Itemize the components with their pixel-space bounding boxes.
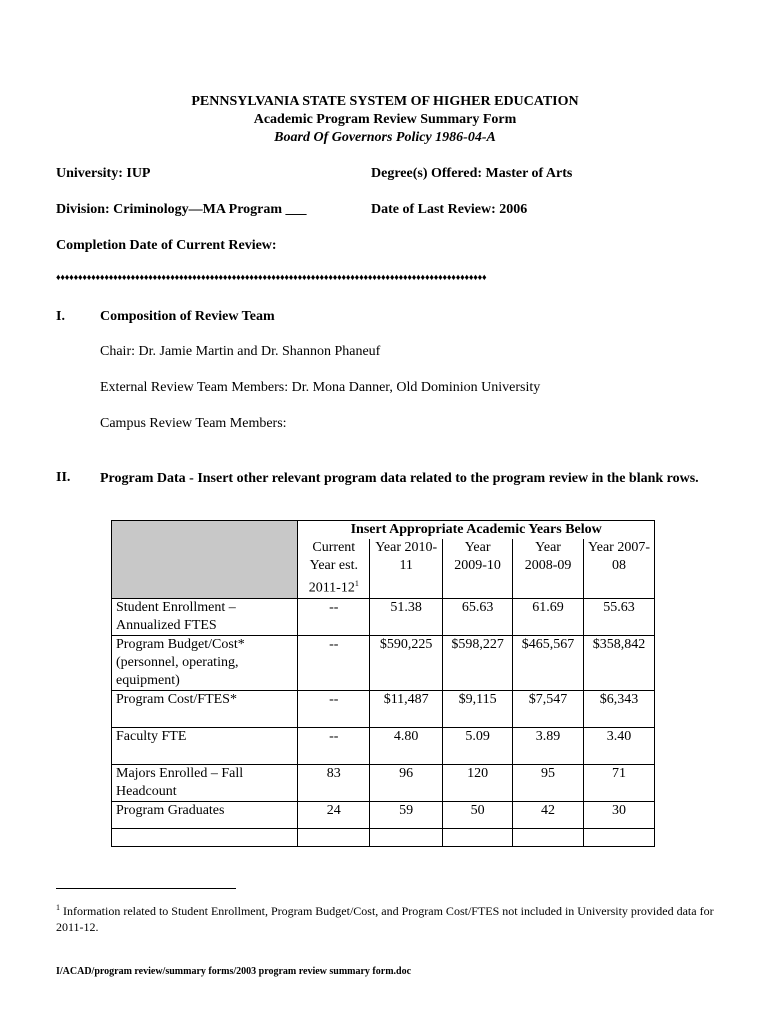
table-row bbox=[112, 764, 655, 801]
table-row bbox=[112, 598, 655, 635]
table-cell: -- bbox=[298, 598, 370, 635]
table-cell: $11,487 bbox=[370, 690, 443, 727]
table-cell: 71 bbox=[584, 764, 655, 801]
row-label: Program Graduates bbox=[112, 801, 298, 828]
section-2-number: II. bbox=[56, 470, 71, 485]
table-cell: 4.80 bbox=[370, 727, 443, 764]
table-cell: -- bbox=[298, 727, 370, 764]
division-field: Division: Criminology—MA Program ___ bbox=[56, 202, 307, 217]
table-cell: 95 bbox=[513, 764, 584, 801]
table-cell: 120 bbox=[443, 764, 513, 801]
column-header-year: Year 2009-10 bbox=[443, 539, 513, 598]
table-cell: $598,227 bbox=[443, 635, 513, 690]
table-cell: 55.63 bbox=[584, 598, 655, 635]
table-cell: 65.63 bbox=[443, 598, 513, 635]
row-label: Program Cost/FTES* bbox=[112, 690, 298, 727]
program-data-table bbox=[111, 520, 655, 847]
table-cell: $590,225 bbox=[370, 635, 443, 690]
table-cell bbox=[513, 828, 584, 846]
table-cell bbox=[443, 828, 513, 846]
diamond-divider: ♦♦♦♦♦♦♦♦♦♦♦♦♦♦♦♦♦♦♦♦♦♦♦♦♦♦♦♦♦♦♦♦♦♦♦♦♦♦♦♦♦♦♦♦♦♦♦♦♦♦♦♦♦♦♦♦♦♦♦♦♦♦♦♦♦♦♦♦♦♦♦♦♦♦♦♦♦♦♦♦♦♦♦♦♦♦♦♦♦♦♦♦♦♦♦♦♦♦ bbox=[56, 272, 487, 282]
table-cell bbox=[584, 828, 655, 846]
section-1-title: Composition of Review Team bbox=[100, 309, 275, 324]
row-label: Student Enrollment – Annualized FTES bbox=[112, 598, 298, 635]
footnote-mark: 1 bbox=[56, 903, 60, 912]
table-cell: 3.89 bbox=[513, 727, 584, 764]
table-row bbox=[112, 727, 655, 764]
section-1-number: I. bbox=[56, 309, 65, 324]
table-cell bbox=[112, 828, 298, 846]
column-header-year: Year 2008-09 bbox=[513, 539, 584, 598]
table-cell: $9,115 bbox=[443, 690, 513, 727]
table-cell: 42 bbox=[513, 801, 584, 828]
table-cell: 83 bbox=[298, 764, 370, 801]
document-path-footer: I/ACAD/program review/summary forms/2003 program review summary form.doc bbox=[56, 966, 412, 977]
row-label: Faculty FTE bbox=[112, 727, 298, 764]
table-cell bbox=[298, 828, 370, 846]
footnote-text: Information related to Student Enrollment, Program Budget/Cost, and Program Cost/FTES not included in University provided data for 2011-12. bbox=[56, 904, 714, 934]
table-cell: $7,547 bbox=[513, 690, 584, 727]
table-cell: 96 bbox=[370, 764, 443, 801]
policy-title: Board Of Governors Policy 1986-04-A bbox=[274, 130, 496, 145]
table-cell: 51.38 bbox=[370, 598, 443, 635]
last-review-field: Date of Last Review: 2006 bbox=[371, 202, 528, 217]
table-row bbox=[112, 635, 655, 690]
form-subtitle: Academic Program Review Summary Form bbox=[253, 112, 517, 127]
section-2-title: Program Data - Insert other relevant program data related to the program review in the blank rows. bbox=[100, 471, 699, 486]
footnote bbox=[56, 900, 716, 935]
table-cell: 59 bbox=[370, 801, 443, 828]
table-cell: $358,842 bbox=[584, 635, 655, 690]
footnote-ref: 1 bbox=[354, 579, 359, 588]
review-chair: Chair: Dr. Jamie Martin and Dr. Shannon Phaneuf bbox=[100, 344, 381, 359]
table-cell: 50 bbox=[443, 801, 513, 828]
table-cell: $465,567 bbox=[513, 635, 584, 690]
campus-review-members: Campus Review Team Members: bbox=[100, 416, 287, 431]
table-row bbox=[112, 690, 655, 727]
column-header-year: Year 2010-11 bbox=[370, 539, 443, 598]
table-cell bbox=[370, 828, 443, 846]
table-cell: -- bbox=[298, 690, 370, 727]
table-cell: 24 bbox=[298, 801, 370, 828]
table-cell: 61.69 bbox=[513, 598, 584, 635]
external-review-members: External Review Team Members: Dr. Mona Danner, Old Dominion University bbox=[100, 380, 541, 395]
blank-table-row bbox=[112, 828, 655, 846]
completion-date-field: Completion Date of Current Review: bbox=[56, 238, 277, 253]
table-cell: 30 bbox=[584, 801, 655, 828]
column-header-current: Current Year est. $2011-12^1$ bbox=[298, 539, 370, 598]
page-title: PENNSYLVANIA STATE SYSTEM OF HIGHER EDUCATION bbox=[191, 94, 579, 109]
table-corner-cell bbox=[112, 521, 298, 599]
column-header-year: Year 2007-08 bbox=[584, 539, 655, 598]
row-label: Program Budget/Cost* (personnel, operating, equipment) bbox=[112, 635, 298, 690]
table-row bbox=[112, 801, 655, 828]
table-cell: 5.09 bbox=[443, 727, 513, 764]
row-label: Majors Enrolled – Fall Headcount bbox=[112, 764, 298, 801]
table-cell: -- bbox=[298, 635, 370, 690]
table-cell: 3.40 bbox=[584, 727, 655, 764]
table-cell: $6,343 bbox=[584, 690, 655, 727]
university-field: University: IUP bbox=[56, 166, 151, 181]
footnote-rule bbox=[56, 888, 236, 889]
years-banner: Insert Appropriate Academic Years Below bbox=[298, 521, 655, 540]
degrees-field: Degree(s) Offered: Master of Arts bbox=[371, 166, 573, 181]
